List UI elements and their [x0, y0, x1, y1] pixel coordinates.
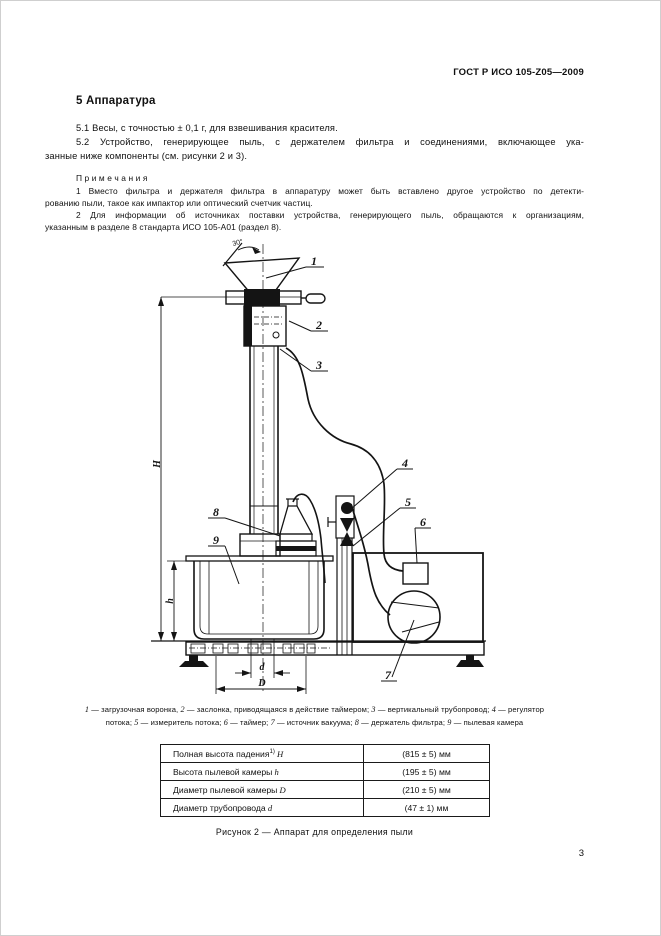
angle-arrowhead: [252, 247, 261, 254]
caption-part-number: 1: [84, 705, 90, 714]
dimension-label: Полная высота падения$^{1)}$ H: [161, 745, 364, 763]
dimension-value: (195 ± 5) мм: [364, 763, 490, 781]
table-row: [161, 781, 490, 799]
figure-label-5: 5: [405, 495, 411, 509]
caption-part-text: — держатель фильтра;: [358, 718, 448, 727]
figure-parts-caption-line1: [45, 705, 584, 714]
apparatus-diagram: [141, 236, 511, 701]
pipe-collar: [240, 534, 280, 556]
angle-label: 30°: [231, 238, 244, 248]
timer-box: [403, 563, 428, 584]
dimensions-table: [160, 744, 490, 817]
filter-holder: [276, 499, 316, 556]
caption-part-number: 9: [447, 718, 452, 727]
base-plate: [151, 641, 486, 655]
paragraph-5-2-line1: 5.2 Устройство, генерирующее пыль, с держателем фильтра и соединениями, включающее ука-: [76, 137, 584, 147]
caption-part-text: — измеритель потока;: [138, 718, 224, 727]
figure-label-2: 2: [316, 318, 322, 332]
figure-label-6: 6: [420, 515, 426, 529]
chamber-lid: [186, 556, 333, 561]
caption-part-text: — заслонка, приводящаяся в действие таймером;: [184, 705, 372, 714]
figure-label-3: 3: [316, 358, 322, 372]
figure-label-8: 8: [213, 505, 219, 519]
caption-part-number: 8: [354, 718, 359, 727]
caption-part-number: 5: [134, 718, 139, 727]
figure-label-7: 7: [385, 668, 391, 682]
damper-block: [244, 289, 280, 306]
housing-port: [273, 332, 279, 338]
page-number: 3: [578, 848, 584, 859]
right-foot: [456, 655, 484, 667]
note-1-line1: 1 Вместо фильтра и держателя фильтра в аппаратуру может быть вставлено другое устройство по детекти-: [76, 186, 584, 196]
paragraph-5-1: 5.1 Весы, с точностью ± 0,1 г, для взвешивания красителя.: [76, 123, 338, 133]
dimension-h: [165, 561, 194, 641]
dimension-label: Диаметр пылевой камеры D: [161, 781, 364, 799]
caption-part-text: — регулятор: [495, 705, 545, 714]
caption-part-number: 4: [491, 705, 496, 714]
note-2-line2: указанным в разделе 8 стандарта ИСО 105-А01 (раздел 8).: [45, 222, 282, 232]
dimension-value: (47 ± 1) мм: [364, 799, 490, 817]
document-header: ГОСТ Р ИСО 105-Z05—2009: [453, 67, 584, 78]
vacuum-source: [388, 591, 440, 643]
caption-part-number: 2: [180, 705, 185, 714]
paragraph-5-2-line2: занные ниже компоненты (см. рисунки 2 и 3).: [45, 151, 248, 161]
note-2-line1: 2 Для информации об источниках поставки устройства, генерирующего пыль, обращаются к организациям,: [76, 210, 584, 220]
caption-part-text: потока;: [105, 718, 135, 727]
dimension-label: Диаметр трубопровода d: [161, 799, 364, 817]
caption-part-number: 6: [223, 718, 228, 727]
section-heading: 5 Аппаратура: [76, 95, 156, 107]
caption-part-text: — таймер;: [227, 718, 271, 727]
dust-chamber: [194, 561, 324, 639]
dimension-value: (210 ± 5) мм: [364, 781, 490, 799]
dimension-h-label: h: [165, 598, 176, 604]
caption-part-number: 3: [371, 705, 376, 714]
caption-part-number: 7: [270, 718, 275, 727]
flow-assembly: [328, 496, 354, 655]
note-1-line2: рованию пыли, такое как импактор или оптический счетчик частиц.: [45, 198, 313, 208]
table-row: [161, 745, 490, 763]
left-foot: [179, 655, 209, 667]
caption-part-text: — пылевая камера: [451, 718, 524, 727]
table-row: [161, 799, 490, 817]
figure-label-9: 9: [213, 533, 219, 547]
caption-part-text: — источник вакуума;: [274, 718, 355, 727]
dimension-H: [152, 297, 226, 641]
regulator-valve: [341, 502, 353, 514]
figure-label-1: 1: [311, 254, 317, 268]
notes-heading: П р и м е ч а н и я: [76, 173, 148, 183]
part-labels: [208, 254, 431, 682]
figure-caption: Рисунок 2 — Аппарат для определения пыли: [215, 827, 414, 837]
dimension-d-label: d: [259, 662, 265, 673]
figure-parts-caption-line2: [45, 718, 584, 727]
dimension-d: [235, 639, 290, 678]
funnel-shape: [225, 258, 299, 294]
vertical-pipe: [250, 346, 278, 534]
table-row: [161, 763, 490, 781]
dimension-label: Высота пылевой камеры h: [161, 763, 364, 781]
caption-part-text: — загрузочная воронка,: [89, 705, 181, 714]
equipment-housing: [353, 553, 483, 642]
figure-label-4: 4: [402, 456, 408, 470]
dimension-H-label: H: [152, 460, 163, 468]
dimension-value: (815 ± 5) мм: [364, 745, 490, 763]
damper-handle: [306, 294, 325, 303]
caption-part-text: — вертикальный трубопровод;: [375, 705, 492, 714]
dimension-D-label: D: [258, 678, 266, 689]
